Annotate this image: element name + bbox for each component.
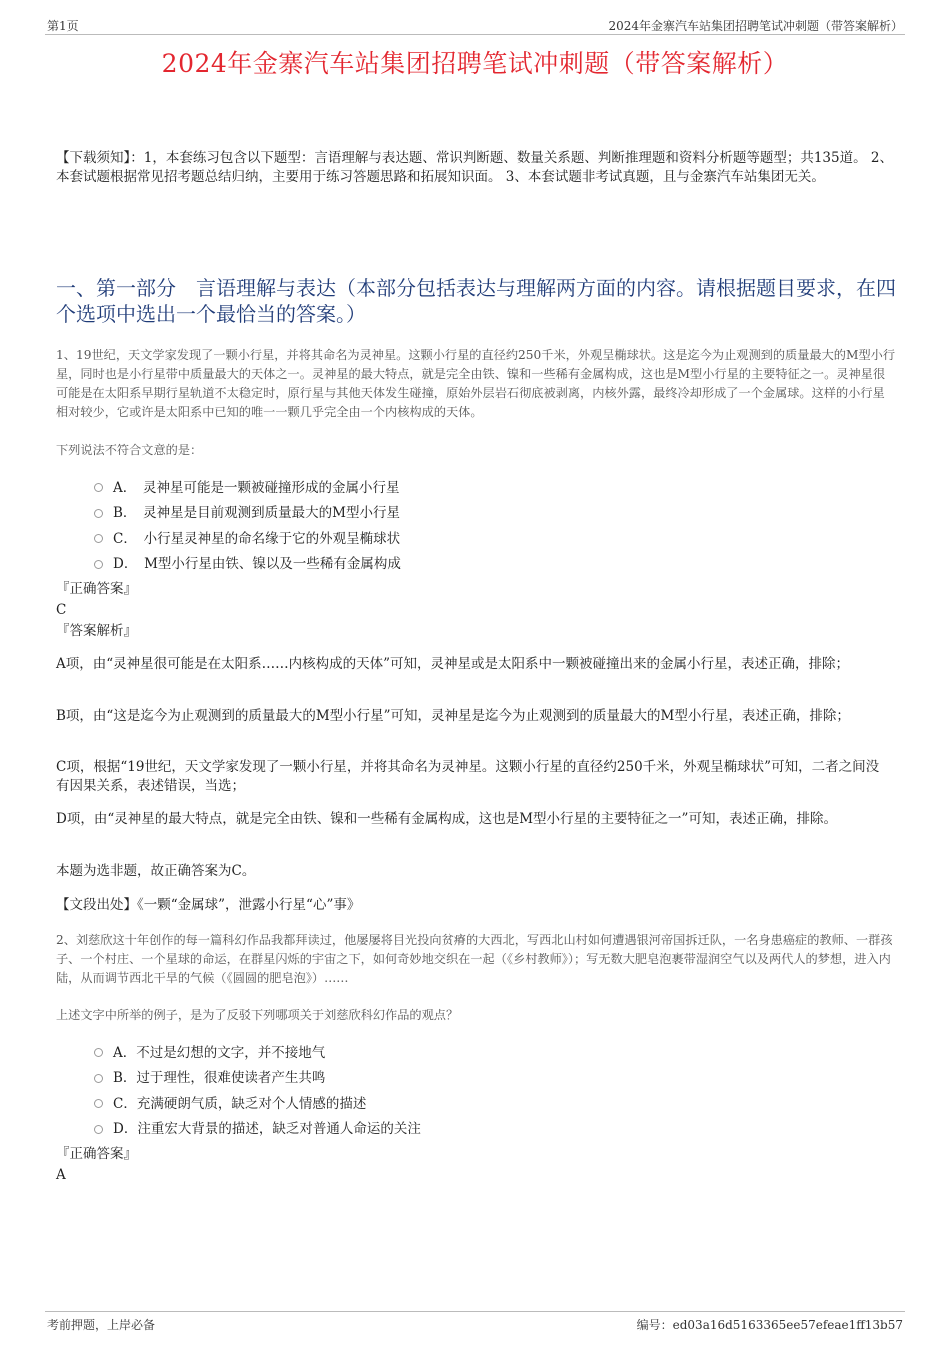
question-1-analysis-label: 『答案解析』 [56,623,137,639]
radio-icon[interactable] [94,1074,103,1083]
download-notice: 【下载须知】：1，本套练习包含以下题型：言语理解与表达题、常识判断题、数量关系题、判断推理题和资料分析题等题型；共135道。 2、本套试题根据常见招考题总结归纳，主要用于练习答题思路和拓展知识面。 3、本套试题非考试真题，且与金寨汽车站集团无关。 [56,150,893,185]
page-number: 第1页 [47,19,79,33]
option-label: B．过于理性，很难使读者产生共鸣 [113,1070,326,1087]
question-1-answer: C [56,602,67,618]
radio-icon[interactable] [94,483,103,492]
question-2-option-b[interactable] [94,1064,794,1090]
question-2-option-a[interactable] [94,1038,794,1064]
analysis-item-b: B项，由“这是迄今为止观测到的质量最大的M型小行星”可知，灵神星是迄今为止观测到的质量最大的M型小行星，表述正确，排除； [56,708,850,724]
radio-icon[interactable] [94,1099,103,1108]
question-1-option-a[interactable] [94,473,794,499]
radio-icon[interactable] [94,560,103,569]
analysis-conclusion: 本题为选非题，故正确答案为C。 [56,863,256,879]
option-label: A． 灵神星可能是一颗被碰撞形成的金属小行星 [113,479,400,496]
option-label: B． 灵神星是目前观测到质量最大的M型小行星 [113,505,400,522]
header-doc-title: 2024年金寨汽车站集团招聘笔试冲刺题（带答案解析） [608,19,903,33]
question-1-option-d[interactable] [94,550,794,576]
question-1-option-b[interactable] [94,499,794,525]
question-2-text: 2、刘慈欣这十年创作的每一篇科幻作品我都拜读过，他屡屡将目光投向贫瘠的大西北，写西北山村如何遭遇银河帝国拆迁队，一名身患癌症的教师、一群孩子、一个村庄、一个星球的命运，在群星闪烁的宇宙之下，如何奇妙地交织在一起（《乡村教师》）；写无数大肥皂泡裹带湿润空气以及两代人的梦想，进入内陆，从而调节西北干旱的气候（《圆圆的肥皂泡》）…… [56,933,893,985]
question-2-option-c[interactable] [94,1089,794,1115]
question-1-option-c[interactable] [94,524,794,550]
option-label: D．注重宏大背景的描述，缺乏对普通人命运的关注 [113,1121,421,1138]
question-1-answer-label: 『正确答案』 [56,581,137,597]
footer-slogan: 考前押题，上岸必备 [47,1318,156,1332]
option-label: C．充满硬朗气质，缺乏对个人情感的描述 [113,1095,367,1112]
question-2-options [94,1038,794,1140]
question-2-answer: A [56,1167,66,1183]
analysis-source: 【文段出处】《一颗“金属球”，泄露小行星“心”事》 [56,897,361,913]
analysis-item-d: D项，由“灵神星的最大特点，就是完全由铁、镍和一些稀有金属构成，这也是M型小行星的主要特征之一”可知，表述正确，排除。 [56,811,837,827]
question-2-answer-label: 『正确答案』 [56,1146,137,1162]
radio-icon[interactable] [94,509,103,518]
question-1-options [94,473,794,575]
option-label: A．不过是幻想的文字，并不接地气 [113,1044,326,1061]
question-2-option-d[interactable] [94,1115,794,1141]
question-2-prompt: 上述文字中所举的例子，是为了反驳下列哪项关于刘慈欣科幻作品的观点？ [56,1008,459,1022]
radio-icon[interactable] [94,1048,103,1057]
radio-icon[interactable] [94,534,103,543]
page-header [45,14,905,35]
option-label: C． 小行星灵神星的命名缘于它的外观呈椭球状 [113,530,401,547]
radio-icon[interactable] [94,1125,103,1134]
option-label: D． M型小行星由铁、镍以及一些稀有金属构成 [113,556,401,573]
footer-doc-id: 编号：ed03a16d5163365ee57efeae1ff13b57 [636,1318,903,1332]
question-1-text: 1、19世纪，天文学家发现了一颗小行星，并将其命名为灵神星。这颗小行星的直径约250千米，外观呈椭球状。这是迄今为止观测到的质量最大的M型小行星，同时也是小行星带中质量最大的天体之一。灵神星的最大特点，就是完全由铁、镍和一些稀有金属构成，这也是M型小行星的主要特征之一。灵神星很可能是在太阳系早期行星轨道不太稳定时，原行星与其他天体发生碰撞，原始外层岩石彻底被剥离，内核外露，最终冷却形成了一个金属球。这样的小行星相对较少，它或许是太阳系中已知的唯一一颗几乎完全由一个内核构成的天体。 [56,348,896,419]
page-footer [45,1311,905,1334]
analysis-item-a: A项，由“灵神星很可能是在太阳系……内核构成的天体”可知，灵神星或是太阳系中一颗被碰撞出来的金属小行星，表述正确，排除； [56,656,850,672]
page-title: 2024年金寨汽车站集团招聘笔试冲刺题（带答案解析） [161,49,789,78]
analysis-item-c: C项，根据“19世纪，天文学家发现了一颗小行星，并将其命名为灵神星。这颗小行星的直径约250千米，外观呈椭球状”可知，二者之间没有因果关系，表述错误，当选； [56,759,880,794]
question-1-prompt: 下列说法不符合文意的是： [56,443,203,457]
section-title: 一、第一部分 言语理解与表达（本部分包括表达与理解两方面的内容。请根据题目要求，在四个选项中选出一个最恰当的答案。） [56,276,896,326]
